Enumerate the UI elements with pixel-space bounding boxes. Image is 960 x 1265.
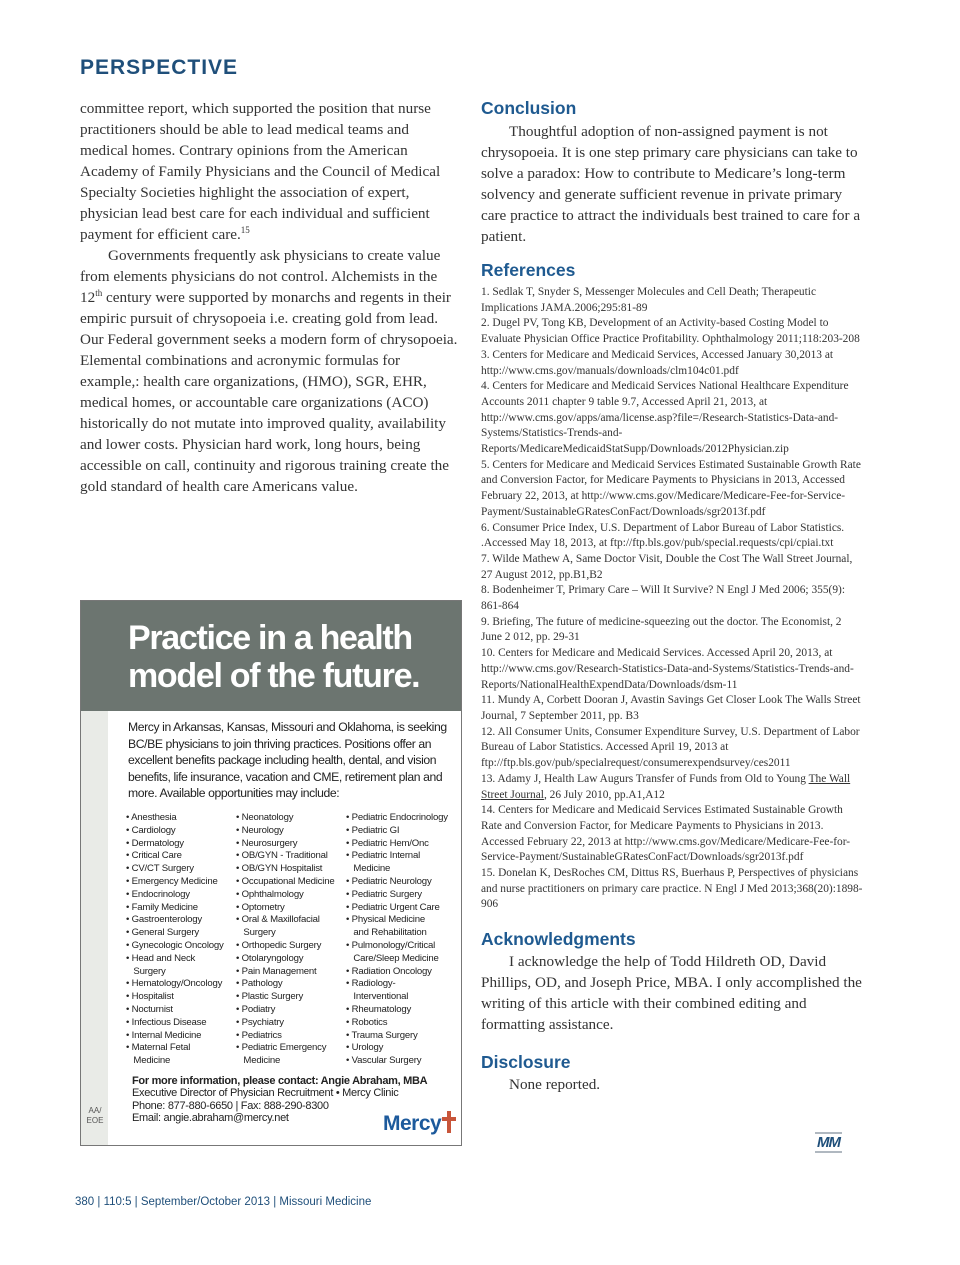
specialty-item: • Endocrinology — [126, 888, 190, 900]
ad-title: Practice in a health model of the future. — [128, 619, 420, 695]
specialty-item: • Gynecologic Oncology — [126, 939, 224, 951]
specialty-item: • Pulmonology/Critical — [346, 939, 436, 951]
specialty-item: • Podiatry — [236, 1003, 276, 1015]
specialty-item: • Occupational Medicine — [236, 875, 335, 887]
specialty-item: Care/Sleep Medicine — [346, 952, 439, 964]
specialty-item: • Rheumatology — [346, 1003, 412, 1015]
paragraph-1-text: committee report, which supported the position that nurse practitioners should be able to lead medical teams and medical homes. Contrary opinions from the American Academy of Family Physicians and the Council of Medical Specialty Societies highlight the association of expert, physician lead best care for each individual and sufficient payment for efficient care. — [80, 100, 441, 243]
reference-item — [481, 803, 865, 866]
specialty-item: • Critical Care — [126, 850, 182, 862]
specialty-item: • Neurosurgery — [236, 837, 298, 849]
specialty-list-1 — [126, 812, 236, 1068]
missouri-medicine-logo — [815, 1134, 842, 1151]
specialty-item: • Pediatrics — [236, 1029, 282, 1041]
reference-text: 11. Mundy A, Corbett Dooran J, Avastin Savings Get Closer Look The Walls Street Journal, 7 September 2011, pp. B3 — [481, 694, 861, 722]
specialty-item: • Ophthalmology — [236, 888, 304, 900]
ad-intro: Mercy in Arkansas, Kansas, Missouri and Oklahoma, is seeking BC/BE physicians to join thriving practices. Positions offer an excellent benefits package including health, dental, and vision benefits, life insurance, vacation and CME, retirement plan and more. Available opportunities may include: — [128, 720, 447, 801]
contact-phone: Phone: 877-880-6650 | Fax: 888-290-8300 — [132, 1099, 329, 1112]
specialty-item: • OB/GYN - Traditional — [236, 850, 328, 862]
acknowledgments-text: I acknowledge the help of Todd Hildreth OD, David Phillips, OD, and Joseph Price, MBA. I only accomplished the writing of this article with their combined editing and formatting assistance. — [481, 953, 862, 1034]
right-column — [481, 98, 865, 1095]
reference-item — [481, 316, 865, 347]
specialty-list-2 — [236, 812, 346, 1068]
specialty-item: • Optometry — [236, 901, 285, 913]
reference-item — [481, 615, 865, 646]
contact-title: Executive Director of Physician Recruitment • Mercy Clinic — [132, 1087, 399, 1100]
specialty-item: • Infectious Disease — [126, 1016, 207, 1028]
mercy-advertisement — [80, 600, 462, 1146]
mercy-logo — [383, 1111, 456, 1136]
conclusion-text: Thoughtful adoption of non-assigned payment is not chrysopoeia. It is one step primary care physicians can take to solve a paradox: How to contribute to Medicare’s long-term solvency and generate sufficient revenue in private primary care practice to attract the individuals best trained to care for a patient. — [481, 123, 861, 245]
eoe-line-2: EOE — [86, 1116, 104, 1125]
specialty-item: Surgery — [236, 927, 276, 939]
reference-item — [481, 772, 865, 803]
specialty-item: • Neurology — [236, 824, 284, 836]
mercy-logo-text: Mercy — [383, 1112, 442, 1135]
specialty-item: • Pathology — [236, 978, 283, 990]
specialty-item: • Radiology- — [346, 978, 396, 990]
specialty-item: • Pain Management — [236, 965, 317, 977]
specialty-item: • Pediatric Surgery — [346, 888, 422, 900]
reference-item — [481, 693, 865, 724]
specialty-item: and Rehabilitation — [346, 927, 427, 939]
disclosure-text: None reported. — [509, 1076, 601, 1094]
ad-header — [108, 601, 461, 711]
specialty-item: • Pediatric Internal — [346, 850, 421, 862]
paragraph-1 — [80, 98, 460, 245]
reference-item — [481, 583, 865, 614]
reference-text: 13. Adamy J, Health Law Augurs Transfer of Funds from Old to Young — [481, 772, 809, 785]
specialty-item: • Vascular Surgery — [346, 1055, 422, 1067]
section-header: PERSPECTIVE — [80, 56, 239, 79]
specialty-item: Medicine — [346, 863, 391, 875]
specialty-item: • Pediatric Urgent Care — [346, 901, 440, 913]
reference-text: 5. Centers for Medicare and Medicaid Services Estimated Sustainable Growth Rate and Conversion Factor, for Medicare Payments to Physicians in 2013, Accessed February 22, 2013, at http://www.cms.gov/Medicare/Medicare-Fee-for-Service-Payment/SustainableGRatesConFact/Downloads/sgr2013f.pdf — [481, 458, 861, 518]
specialty-item: • Hematology/Oncology — [126, 978, 223, 990]
specialty-item: • Emergency Medicine — [126, 875, 218, 887]
acknowledgments-heading: Acknowledgments — [481, 929, 636, 950]
specialty-item: • Hospitalist — [126, 991, 174, 1003]
specialty-item: • Pediatric Hem/Onc — [346, 837, 429, 849]
specialty-item: • Head and Neck — [126, 952, 196, 964]
specialty-item: Interventional — [346, 991, 409, 1003]
specialty-item: • Plastic Surgery — [236, 991, 304, 1003]
contact-email[interactable]: Email: angie.abraham@mercy.net — [132, 1112, 289, 1125]
left-column — [80, 98, 460, 497]
ordinal-sup: th — [95, 287, 103, 298]
specialty-item: • Cardiology — [126, 824, 176, 836]
specialty-item: • OB/GYN Hospitalist — [236, 863, 323, 875]
conclusion-heading: Conclusion — [481, 98, 577, 118]
specialty-item: • Pediatric Neurology — [346, 875, 432, 887]
specialty-item: • Robotics — [346, 1016, 388, 1028]
specialty-item: • Trauma Surgery — [346, 1029, 418, 1041]
reference-tail: , 26 July 2010, pp.A1,A12 — [543, 788, 665, 801]
specialty-item: • General Surgery — [126, 927, 200, 939]
reference-text: 8. Bodenheimer T, Primary Care – Will It Survive? N Engl J Med 2006; 355(9): 861-864 — [481, 584, 845, 613]
reference-text: 9. Briefing, The future of medicine-squeezing out the doctor. The Economist, 2 June 2 012, pp. 29-31 — [481, 615, 842, 644]
paragraph-2 — [80, 245, 460, 497]
reference-item — [481, 866, 865, 913]
specialty-item: • Maternal Fetal — [126, 1042, 191, 1054]
reference-text: 3. Centers for Medicare and Medicaid Services, Accessed January 30,2013 at http://www.cms.gov/manuals/downloads/clm104c01.pdf — [481, 348, 834, 377]
reference-text: 1. Sedlak T, Snyder S, Messenger Molecules and Cell Death; Therapeutic Implications JAMA.2006;295:81-89 — [481, 286, 816, 314]
specialty-item: • Anesthesia — [126, 812, 177, 823]
reference-text: 14. Centers for Medicare and Medicaid Services Estimated Sustainable Growth Rate and Conversion Factor, for Medicare Payments to Physicians in 2013. Accessed February 22, 2013 at http://www.cms.gov/Medicare/Medicare-Fee-for-Service-Payment/SustainableGRatesConFact/Downloads/sgr2013f.pdf — [481, 804, 851, 864]
page-footer: 380 | 110:5 | September/October 2013 | Missouri Medicine — [75, 1196, 372, 1208]
mm-logo-text: MM — [817, 1134, 840, 1151]
reference-text: 4. Centers for Medicare and Medicaid Services National Healthcare Expenditure Accounts 2011 chapter 9 table 9.7, Accessed April 21, 2013, at http://www.cms.gov/apps/ama/license.asp?file=/Research-Statistics-Data-and-Systems/Statistics-Trends-and-Reports/MedicareMedicaidStatSupp/Downloads/2012Physician.zip — [481, 380, 849, 456]
reference-item — [481, 458, 865, 521]
specialty-item: • Neonatology — [236, 812, 294, 823]
reference-text: 10. Centers for Medicare and Medicaid Services. Accessed April 20, 2013, at http://www.cms.gov/Research-Statistics-Data-and-Systems/Statistics-Trends-and-Reports/NationalHealthExpendData/Downloads/dsm-11 — [481, 647, 854, 691]
reference-text: 7. Wilde Mathew A, Same Doctor Visit, Double the Cost The Wall Street Journal, 27 August 2012, pp.B1,B2 — [481, 552, 853, 581]
paragraph-2-text-a: Governments frequently ask physicians to create value from elements physicians do not control. Alchemists in the 12 — [80, 247, 441, 306]
specialty-item: • Family Medicine — [126, 901, 198, 913]
specialty-item: • Internal Medicine — [126, 1029, 202, 1041]
specialty-item: • Gastroenterology — [126, 914, 203, 926]
specialty-item: • Nocturnist — [126, 1003, 173, 1015]
specialty-item: • Pediatric Emergency — [236, 1042, 327, 1054]
reference-journal-title: The Wall Street Journal — [481, 772, 851, 801]
specialty-item: • Pediatric Endocrinology — [346, 812, 448, 823]
specialty-item: • CV/CT Surgery — [126, 863, 194, 875]
reference-text: 12. All Consumer Units, Consumer Expenditure Survey, U.S. Department of Labor Bureau of Labor Statistics. Accessed April 19, 2013 at ftp://ftp.bls.gov/pub/specialrequest/consumerexpendsurvey/ces2011 — [481, 725, 860, 770]
specialty-item: • Psychiatry — [236, 1016, 284, 1028]
ad-side-band-top — [81, 601, 108, 711]
paragraph-2-text-b: century were supported by monarchs and regents in their empiric pursuit of chrysopoeia i.e. creating gold from lead. Our Federal government seeks a modern form of chrysopoeia. Elemental combinations and acronymic formulas for example,: health care organizations, (HMO), SGR, EHR, medical homes, or accountable care organizations (ACO) historically do not mutate into improved quality, availability and lower costs. Physician hard work, long hours, being accessible on call, continuity and rigorous training create the gold standard of health care Americans value. — [80, 289, 458, 495]
eoe-label — [84, 1106, 106, 1126]
specialty-item: • Dermatology — [126, 837, 184, 849]
reference-item — [481, 379, 865, 458]
specialty-item: • Radiation Oncology — [346, 965, 432, 977]
reference-text: 15. Donelan K, DesRoches CM, Dittus RS, Buerhaus P, Perspectives of physicians and nurse practitioners on primary care practice. N Engl J Med 2013;368(20):1898-906 — [481, 867, 863, 911]
contact-heading: For more information, please contact: Angie Abraham, MBA — [132, 1075, 428, 1087]
reference-item — [481, 285, 865, 316]
disclosure-heading: Disclosure — [481, 1052, 571, 1073]
references-heading: References — [481, 260, 576, 280]
specialty-item: • Orthopedic Surgery — [236, 939, 322, 951]
specialty-item: Medicine — [236, 1055, 281, 1067]
reference-text: 2. Dugel PV, Tong KB, Development of an Activity-based Costing Model to Evaluate Physician Office Practice Profitability. Ophthalmology 2011;118:203-208 — [481, 317, 860, 346]
specialty-item: • Otolaryngology — [236, 952, 304, 964]
reference-list — [481, 285, 865, 913]
specialty-item: Medicine — [126, 1055, 171, 1067]
reference-item — [481, 552, 865, 583]
reference-text: 6. Consumer Price Index, U.S. Department of Labor Bureau of Labor Statistics. .Accessed May 18, 2013, at ftp://ftp.bls.gov/pub/special.requests/cpi/cpiai.txt — [481, 521, 845, 550]
specialty-item: • Physical Medicine — [346, 914, 426, 926]
citation-sup: 15 — [240, 224, 250, 235]
reference-item — [481, 521, 865, 552]
specialty-item: • Pediatric GI — [346, 824, 400, 836]
eoe-line-1: AA/ — [88, 1106, 102, 1115]
specialty-list-3 — [346, 812, 461, 1068]
reference-item — [481, 725, 865, 772]
reference-item — [481, 348, 865, 379]
mercy-cross-icon — [442, 1111, 456, 1133]
specialty-item: • Oral & Maxillofacial — [236, 914, 320, 926]
specialty-item: • Urology — [346, 1042, 384, 1054]
reference-item — [481, 646, 865, 693]
specialty-item: Surgery — [126, 965, 166, 977]
